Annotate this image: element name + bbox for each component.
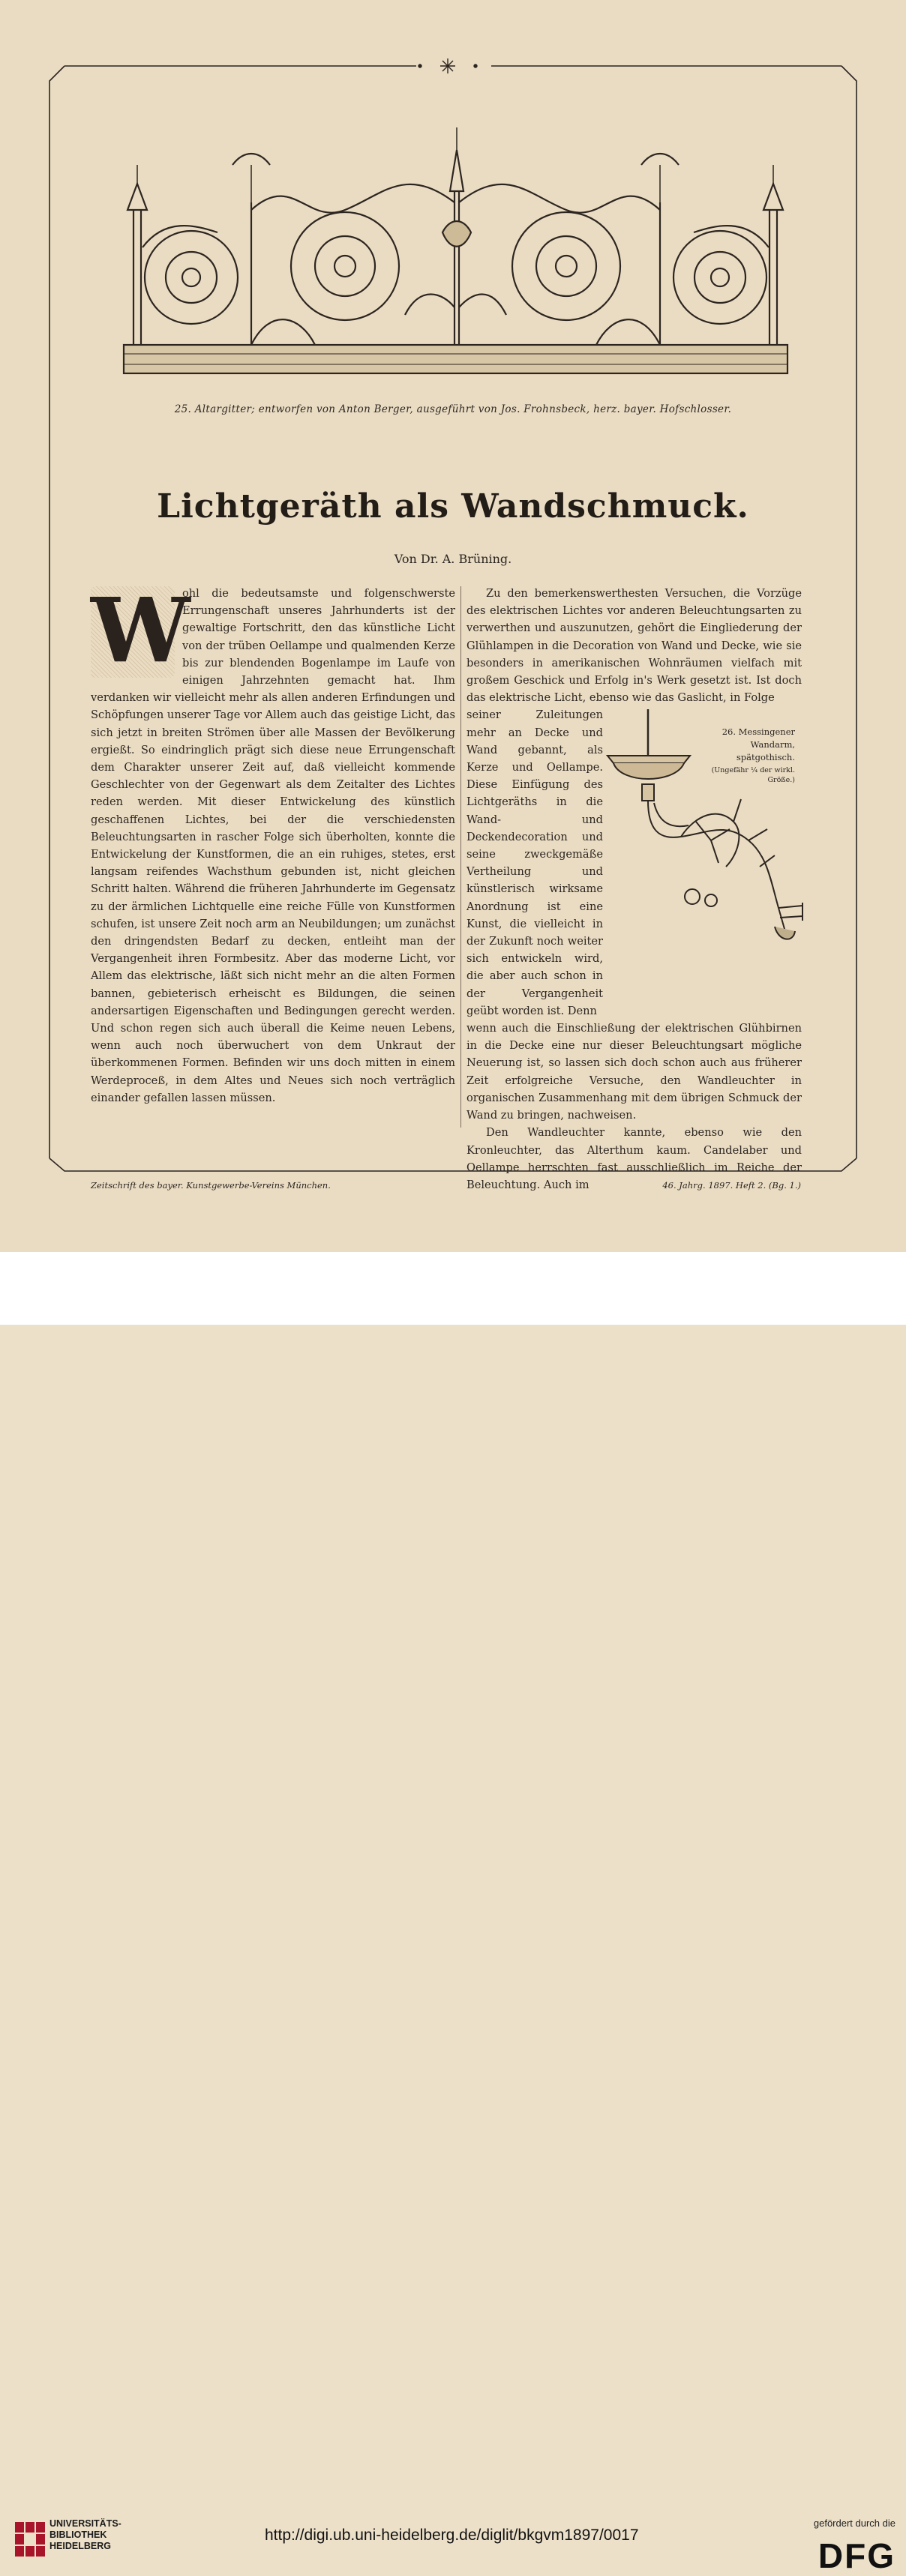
figure-25-caption: 25. Altargitter; entworfen von Anton Berger, ausgeführt von Jos. Frohnsbeck, herz. bayer. Hofschlosser. <box>174 403 732 415</box>
source-url-link[interactable]: http://digi.ub.uni-heidelberg.de/diglit/bkgvm1897/0017 <box>265 2527 639 2544</box>
figure-26-scale-note: (Ungefähr ¼ der wirkl. Größe.) <box>711 766 795 784</box>
drop-cap-initial: W <box>91 578 190 682</box>
footer-journal: Zeitschrift des bayer. Kunstgewerbe-Vereins München. <box>91 1180 331 1191</box>
funding-text: gefördert durch die <box>813 2518 896 2529</box>
dfg-logo: DFG <box>818 2536 896 2575</box>
library-name-line-3: HEIDELBERG <box>50 2541 111 2551</box>
paragraph-2c: wenn auch die Einschließung der elektrischen Glühbirnen in die Decke eine nur dieser Beleuchtungsart mögliche Neuerung ist, so lassen sich doch schon auch aus früherer Zeit erfolgreiche Versuche, den Wandleuchter in organischen Zusammenhang mit dem übrigen Schmuck der Wand zu bringen, nachweisen. <box>466 1022 802 1122</box>
author-byline: Von Dr. A. Brüning. <box>394 552 512 566</box>
digitization-bar <box>0 1252 906 2575</box>
footer-issue: 46. Jahrg. 1897. Heft 2. (Bg. 1.) <box>662 1180 801 1191</box>
library-name-line-2: BIBLIOTHEK <box>50 2530 107 2540</box>
figure-26-caption <box>696 726 795 785</box>
paragraph-1: ohl die bedeutsamste und folgenschwerste Errungenschaft unseres Jahrhunderts ist der gewaltige Fortschritt, den das künstliche Licht von der trüben Oellampe und qualmenden Kerze bis zur blendenden Bogenlampe im Laufe von einigen Jahrzehnten gemacht hat. Ihm verdanken wir vielleicht mehr als allen anderen Erfindungen und Schöpfungen unserer Tage vor Allem auch das geistige Licht, das sich jetzt in breiten Strömen über alle Massen der Bevölkerung ergießt. So eindringlich prägt sich diese neue Errungenschaft dem Charakter unserer Zeit auf, daß vielleicht kommende Geschlechter von der Gegenwart als dem Zeitalter des Lichtes reden werden. Mit dieser Entwickelung des künstlich geschaffenen Lichtes, bei der die verschiedensten Beleuchtungsarten in rascher Folge sich überholten, konnte die Entwickelung der Kunstformen, die an ein ruhiges, stetes, erst langsam reifendes Wachsthum gebunden ist, nicht gleichen Schritt halten. Während die früheren Jahrhunderte im Gegensatz zu der ärmlichen Lichtquelle eine reiche Fülle von Kunstformen schufen, ist unsere Zeit noch arm an Neubildungen; um zunächst den dringendsten Bedarf zu decken, entleiht man der Vergangenheit ihren Formbesitz. Aber das moderne Licht, vor Allem das elektrische, läßt sich nicht mehr an die alten Formen bannen, gebieterisch erheischt es Bildungen, die seinen andersartigen Eigenschaften und Bedingungen gerecht werden. Und schon regen sich auch überall die Keime neuen Lebens, wenn auch noch überwuchert von dem Unkraut der überkommenen Formen. Befinden wir uns doch mitten in einem Werdeproceß, in dem Altes und Neues sich noch verträglich einander gefallen lassen müssen. <box>91 587 455 1104</box>
paragraph-2b: seiner Zuleitungen mehr an Decke und Wand gebannt, als Kerze und Oellampe. Diese Einfügung des Lichtgeräths in die Wand- und Deckendecoration und seine zweckgemäße Vertheilung und künstlerisch wirksame Anordnung ist eine Kunst, die vielleicht in der Zukunft noch weiter sich entwickeln wird, die aber auch schon in der Vergangenheit geübt worden ist. Denn <box>466 708 603 1017</box>
library-name-line-1: UNIVERSITÄTS- <box>50 2518 122 2529</box>
article-title: Lichtgeräth als Wandschmuck. <box>157 487 749 526</box>
scanned-page <box>0 0 906 1252</box>
paragraph-2a: Zu den bemerkenswerthesten Versuchen, die Vorzüge des elektrischen Lichtes vor anderen Beleuchtungsarten zu verwerthen und auszunutzen, gehört die Eingliederung der Glühlampen in die Decoration von Wand und Decke, wie sie besonders in amerikanischen Wohnräumen vielfach mit großem Geschick und Erfolg in's Werk gesetzt ist. Ist doch das elektrische Licht, ebenso wie das Gaslicht, in Folge <box>466 587 802 705</box>
library-name <box>50 2518 122 2552</box>
paragraph-3: Den Wandleuchter kannte, ebenso wie den Kronleuchter, das Alterthum kaum. Candelaber und Oellampe herrschten fast ausschließlich im Reiche der Beleuchtung. Auch im <box>466 1126 802 1191</box>
column-divider <box>460 586 461 1128</box>
star-ornament <box>418 58 477 73</box>
text-column-left <box>91 578 455 1107</box>
figure-26-title: 26. Messingener Wandarm, spätgothisch. <box>722 726 795 762</box>
altar-grille-illustration <box>120 120 791 394</box>
